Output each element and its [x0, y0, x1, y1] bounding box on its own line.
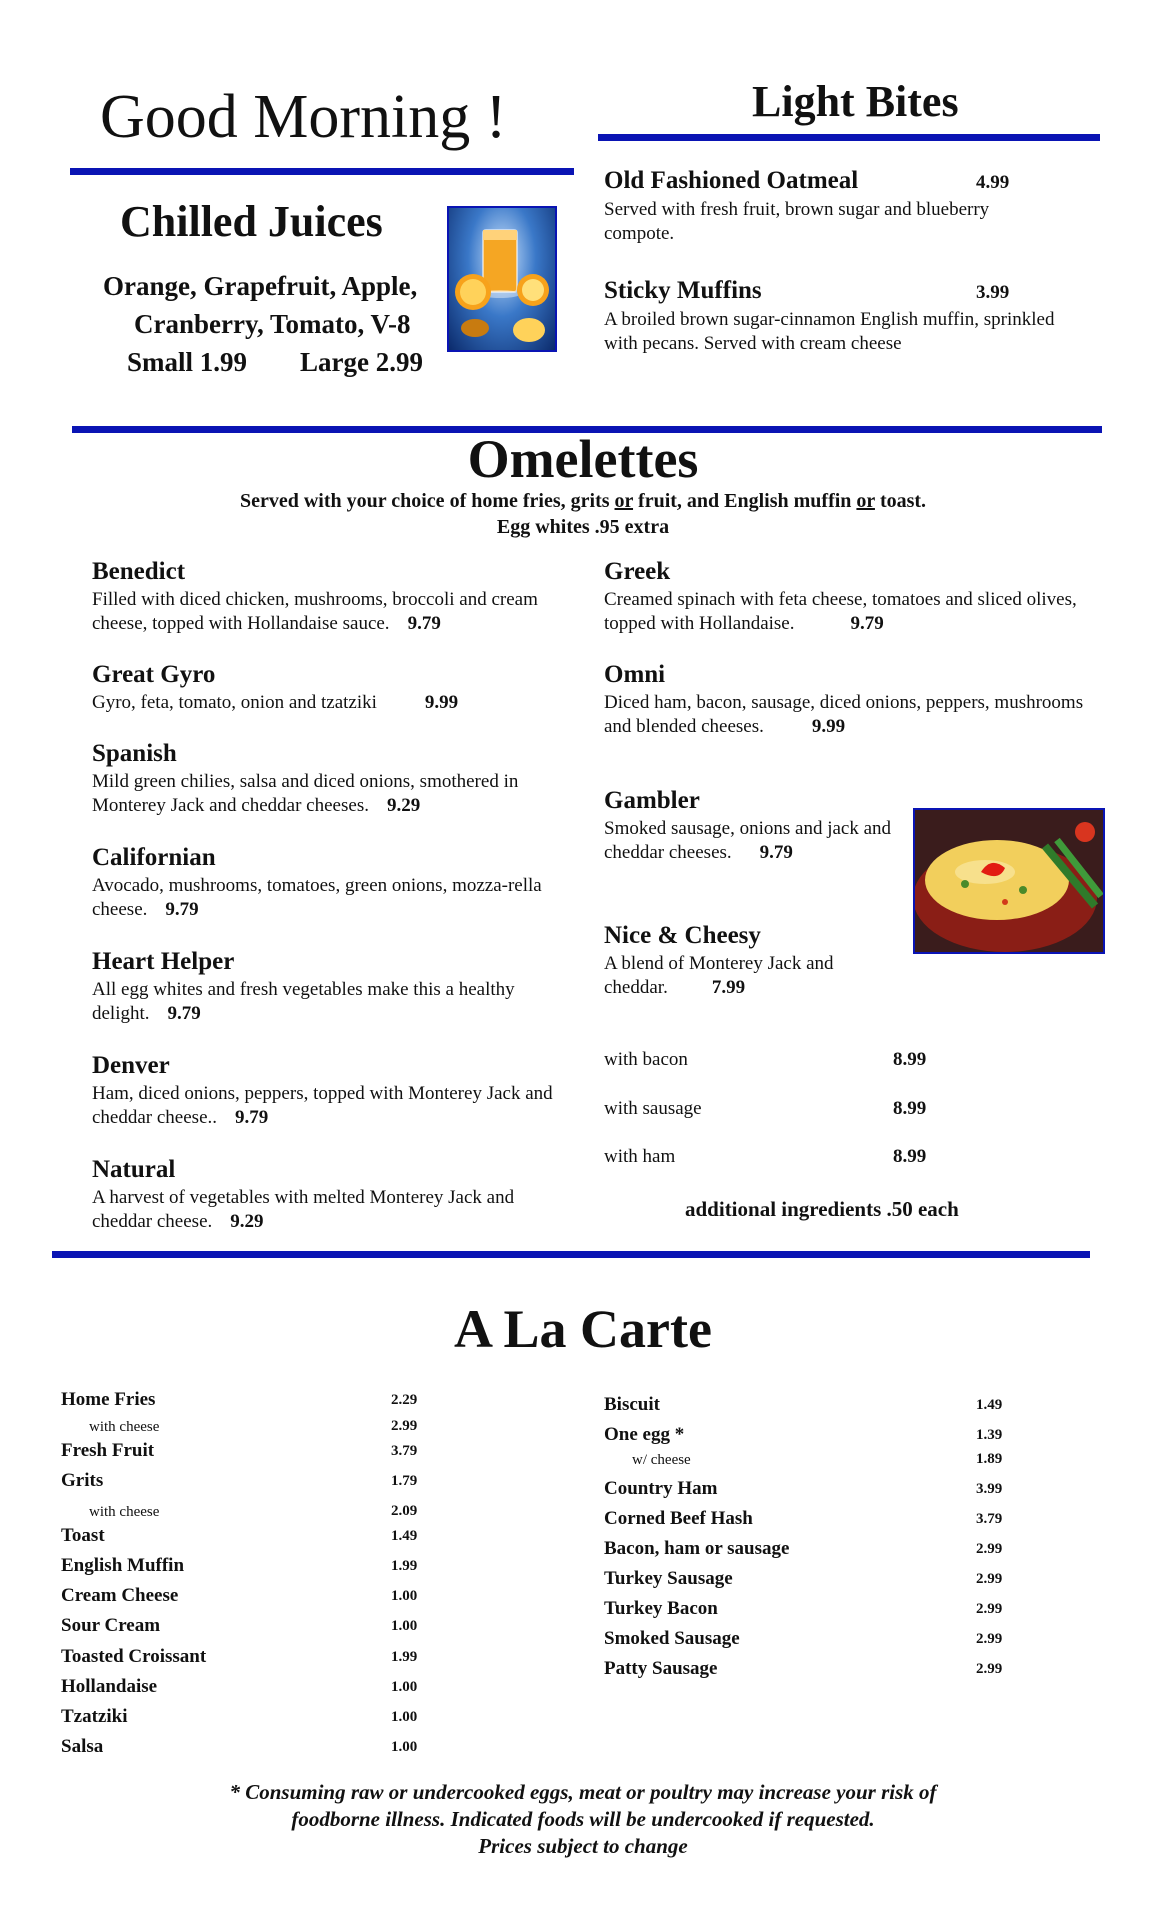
juice-varieties-line1: Orange, Grapefruit, Apple,	[103, 271, 418, 301]
a-la-carte-item-price: 1.00	[391, 1679, 418, 1695]
additional-ingredients-note: additional ingredients .50 each	[685, 1197, 959, 1221]
omelette-item	[604, 661, 1090, 739]
menu-item-price: 9.79	[167, 1003, 201, 1024]
disclaimer-line: foodborne illness. Indicated foods will be undercooked if requested.	[291, 1807, 875, 1831]
a-la-carte-item-label: with cheese	[89, 1504, 160, 1520]
menu-item-name: Benedict	[92, 558, 186, 585]
menu-item-name: Greek	[604, 558, 671, 585]
a-la-carte-item-price: 1.89	[976, 1451, 1003, 1467]
omelettes-served-with	[0, 490, 1166, 513]
disclaimer-line: * Consuming raw or undercooked eggs, meat or poultry may increase your risk of	[229, 1780, 937, 1804]
juice-varieties-line2: Cranberry, Tomato, V-8	[134, 309, 411, 339]
menu-item-name: Spanish	[92, 740, 177, 767]
a-la-carte-title: A La Carte	[454, 1299, 712, 1359]
omelette-item	[92, 948, 572, 1026]
menu-item-name: Natural	[92, 1156, 176, 1183]
menu-item-price: 3.99	[976, 282, 1010, 303]
menu-item-price: 9.79	[850, 613, 884, 634]
juice-small-price: Small 1.99	[127, 347, 248, 377]
a-la-carte-item-label: Tzatziki	[61, 1706, 128, 1727]
a-la-carte-item-label: w/ cheese	[632, 1452, 691, 1468]
omelette-item	[92, 740, 572, 818]
a-la-carte-item-label: Grits	[61, 1470, 104, 1491]
menu-item-name: Denver	[92, 1052, 170, 1079]
menu-item-name: Gambler	[604, 787, 700, 814]
chilled-juices-title: Chilled Juices	[120, 197, 383, 246]
a-la-carte-item-price: 2.99	[976, 1541, 1003, 1557]
description-text: Smoked sausage, onions and jack and cheddar cheeses.	[604, 818, 892, 863]
a-la-carte-item-label: Turkey Sausage	[604, 1568, 733, 1589]
option-price: 8.99	[893, 1049, 927, 1070]
a-la-carte-item-label: Toast	[61, 1525, 105, 1546]
description-text: Avocado, mushrooms, tomatoes, green onions, mozza-rella cheese.	[92, 875, 542, 920]
omelette-item	[92, 1052, 572, 1130]
description-text: Diced ham, bacon, sausage, diced onions, peppers, mushrooms and blended cheeses.	[604, 692, 1084, 737]
juice-large-price: Large 2.99	[300, 347, 423, 377]
a-la-carte-item-price: 3.79	[976, 1511, 1003, 1527]
omelettes-title: Omelettes	[467, 429, 699, 489]
description-text: Ham, diced onions, peppers, topped with Monterey Jack and cheddar cheese..	[92, 1083, 553, 1128]
a-la-carte-item-price: 2.99	[976, 1601, 1003, 1617]
divider	[52, 1251, 1090, 1258]
menu-item-price: 9.99	[811, 716, 846, 737]
disclaimer-line: Prices subject to change	[478, 1834, 688, 1858]
served-with-text: Served with your choice of home fries, grits	[239, 490, 615, 512]
menu-item-name: Nice & Cheesy	[604, 922, 761, 949]
menu-item-price: 4.99	[976, 172, 1010, 193]
a-la-carte-item-price: 1.00	[391, 1739, 418, 1755]
menu-item-description	[604, 691, 1090, 739]
a-la-carte-item-price: 1.99	[391, 1649, 418, 1665]
light-bites-title: Light Bites	[752, 77, 959, 126]
omelette-photo	[913, 808, 1105, 954]
or-text: or	[856, 490, 875, 512]
orange-juice-photo	[447, 206, 557, 352]
a-la-carte-item-price: 1.49	[976, 1397, 1003, 1413]
omelette-item	[92, 558, 572, 636]
description-text: A blend of Monterey Jack and cheddar.	[604, 953, 834, 998]
a-la-carte-item-label: Smoked Sausage	[604, 1628, 740, 1649]
a-la-carte-item-price: 1.00	[391, 1709, 418, 1725]
a-la-carte-item-label: Cream Cheese	[61, 1585, 179, 1606]
menu-item-description	[92, 691, 572, 715]
menu-item-price: 9.79	[165, 899, 199, 920]
description-text: Creamed spinach with feta cheese, tomatoes and sliced olives, topped with Hollandaise.	[604, 589, 1077, 634]
menu-item-description	[604, 588, 1090, 636]
menu-item-price: 7.99	[711, 977, 746, 998]
a-la-carte-item-price: 2.99	[976, 1631, 1003, 1647]
served-with-text: toast.	[874, 490, 927, 512]
menu-item-price: 9.79	[235, 1107, 269, 1128]
a-la-carte-item-label: Bacon, ham or sausage	[604, 1538, 790, 1559]
menu-item-description	[604, 952, 894, 1000]
a-la-carte-item-label: Hollandaise	[61, 1676, 158, 1697]
menu-item-description	[92, 770, 572, 818]
menu-item-name: Heart Helper	[92, 948, 235, 975]
option-label: with sausage	[604, 1098, 702, 1119]
food-safety-disclaimer	[0, 1779, 1166, 1860]
divider	[70, 168, 574, 175]
a-la-carte-item-price: 1.99	[391, 1558, 418, 1574]
description-text: Filled with diced chicken, mushrooms, broccoli and cream cheese, topped with Hollandaise sauce.	[92, 589, 538, 634]
description-text: Gyro, feta, tomato, onion and tzatziki	[92, 692, 377, 713]
omelette-item	[604, 787, 904, 865]
a-la-carte-item-label: Fresh Fruit	[61, 1440, 155, 1461]
menu-item-price: 9.29	[230, 1211, 264, 1232]
menu-item-description: Served with fresh fruit, brown sugar and blueberry compote.	[604, 199, 990, 244]
a-la-carte-item-label: English Muffin	[61, 1555, 185, 1576]
option-price: 8.99	[893, 1146, 927, 1167]
a-la-carte-item-label: One egg *	[604, 1424, 685, 1445]
menu-item-description: A broiled brown sugar-cinnamon English muffin, sprinkled with pecans. Served with cream cheese	[604, 309, 1055, 354]
a-la-carte-item-label: Patty Sausage	[604, 1658, 718, 1679]
option-price: 8.99	[893, 1098, 927, 1119]
a-la-carte-item-label: Corned Beef Hash	[604, 1508, 753, 1529]
menu-item-description	[92, 588, 572, 636]
description-text: Mild green chilies, salsa and diced onions, smothered in Monterey Jack and cheddar cheeses.	[92, 771, 519, 816]
a-la-carte-item-label: Biscuit	[604, 1394, 660, 1415]
a-la-carte-item-price: 3.99	[976, 1481, 1003, 1497]
menu-item-description	[604, 817, 904, 865]
menu-item-price: 9.79	[759, 842, 793, 863]
omelette-item	[92, 661, 572, 715]
a-la-carte-item-price: 1.39	[976, 1427, 1003, 1443]
divider	[598, 134, 1100, 141]
menu-item-name: Old Fashioned Oatmeal	[604, 167, 859, 194]
option-label: with bacon	[604, 1049, 688, 1070]
menu-item-description	[92, 874, 572, 922]
a-la-carte-item-price: 2.99	[976, 1661, 1003, 1677]
a-la-carte-item-label: Home Fries	[61, 1389, 156, 1410]
a-la-carte-item-label: Sour Cream	[61, 1615, 161, 1636]
menu-item-price: 9.79	[407, 613, 441, 634]
egg-whites-note: Egg whites .95 extra	[496, 516, 670, 538]
a-la-carte-item-price: 2.99	[976, 1571, 1003, 1587]
menu-item-name: Great Gyro	[92, 661, 216, 688]
a-la-carte-item-label: Turkey Bacon	[604, 1598, 718, 1619]
greeting-heading: Good Morning !	[100, 83, 507, 151]
a-la-carte-item-label: Salsa	[61, 1736, 104, 1757]
menu-item-description	[92, 1082, 572, 1130]
a-la-carte-item-price: 2.09	[391, 1503, 418, 1519]
a-la-carte-item-price: 1.00	[391, 1588, 418, 1604]
menu-item-name: Omni	[604, 661, 666, 688]
a-la-carte-item-price: 2.99	[391, 1418, 418, 1434]
menu-item-description	[92, 1186, 572, 1234]
description-text: A harvest of vegetables with melted Monterey Jack and cheddar cheese.	[92, 1187, 515, 1232]
a-la-carte-item-label: Toasted Croissant	[61, 1646, 207, 1667]
omelette-item	[604, 922, 894, 1000]
description-text: All egg whites and fresh vegetables make this a healthy delight.	[92, 979, 515, 1024]
menu-item-name: Sticky Muffins	[604, 277, 762, 304]
menu-item-name: Californian	[92, 844, 216, 871]
a-la-carte-item-price: 3.79	[391, 1443, 418, 1459]
omelette-item	[604, 558, 1090, 636]
omelette-item	[92, 1156, 572, 1234]
menu-item-price: 9.29	[386, 795, 421, 816]
omelette-item	[92, 844, 572, 922]
menu-item-description	[92, 978, 572, 1026]
a-la-carte-item-price: 1.00	[391, 1618, 418, 1634]
a-la-carte-item-price: 1.49	[391, 1528, 418, 1544]
a-la-carte-item-price: 1.79	[391, 1473, 418, 1489]
served-with-text: fruit, and English muffin	[633, 490, 857, 512]
a-la-carte-item-label: with cheese	[89, 1419, 160, 1435]
menu-item-price: 9.99	[424, 692, 459, 713]
a-la-carte-item-label: Country Ham	[604, 1478, 718, 1499]
a-la-carte-item-price: 2.29	[391, 1392, 418, 1408]
option-label: with ham	[604, 1146, 676, 1167]
or-text: or	[614, 490, 634, 512]
